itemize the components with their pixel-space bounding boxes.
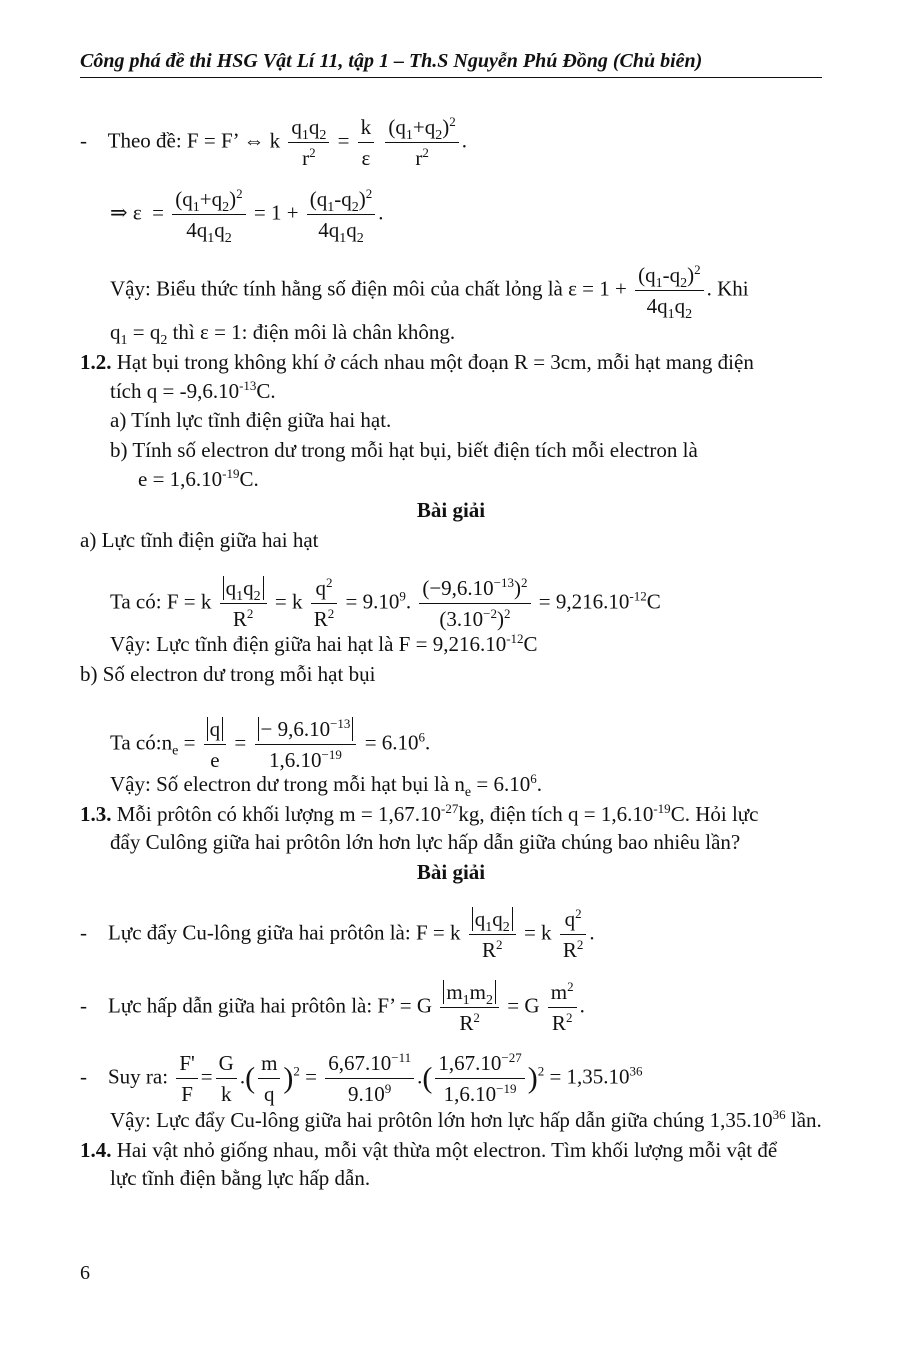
conclusion-ratio: Vậy: Lực đẩy Cu-lông giữa hai prôtôn lớn hơn lực hấp dẫn giữa chúng 1,35.10$^{36}$ lần. <box>110 1107 822 1132</box>
page-number: 6 <box>80 1262 90 1284</box>
conclusion-force: Vậy: Lực tĩnh điện giữa hai hạt là $F = 9,216.10^{-12}C$ <box>110 631 538 656</box>
question-b: b) Tính số electron dư trong mỗi hạt bụi, biết điện tích mỗi electron là <box>110 438 698 462</box>
running-header: Công phá đề thi HSG Vật Lí 11, tập 1 – Th.S Nguyễn Phú Đồng (Chủ biên) <box>80 50 822 78</box>
equation-epsilon: ⇒ ε = $\frac{(q_1+q_2)^2}{4q_1q_2}$ = 1 + $\frac{(q_1-q_2)^2}{4q_1q_2}$ . <box>110 186 384 247</box>
conclusion-epsilon: Vậy: Biểu thức tính hằng số điện môi của chất lỏng là ε = 1 + $\frac{(q_1-q_2)^2}{4q_1q_2}$ . Khi <box>110 262 749 323</box>
equation-ratio: - Suy ra: $\frac{F'}{F}$ = $\frac{G}{k}$ .( $\frac{m}{q}$ )$^2$ = $\frac{6,67.10^{-11}}{9.10^9}$ .( $\frac{1,67.10^{-27}}{1,6.10^{-19}}$ )$^2 = 1,35.10^{36}$ <box>80 1050 643 1106</box>
question-b-cont: $e = 1,6.10^{-19}C$. <box>138 466 259 491</box>
problem-1-4-line1: 1.4. Hai vật nhỏ giống nhau, mỗi vật thừa một electron. Tìm khối lượng mỗi vật để <box>80 1138 778 1162</box>
problem-1-2-line2: tích $q = -9,6.10^{-13}C$. <box>110 378 276 403</box>
equation-coulomb-dust: Ta có: F = k $\frac{q_1q_2}{R^2}$ = k $\frac{q^2}{R^2}$ = $9.10^9$. $\frac{(-9,6.10^{-13})^2}{(3.10^{-2})^2}$ = $9,216.10^{-12}C$ <box>110 575 661 631</box>
equation-coulomb-proton: - Lực đẩy Cu-lông giữa hai prôtôn là: F = k $\frac{q_1q_2}{R^2}$ = k $\frac{q^2}{R^2}$ . <box>80 906 595 962</box>
solution-title-2: Bài giải <box>416 860 486 884</box>
equation-electron-count: Ta $có:n_e$ = $\frac{q}{e}$ = $\frac{- 9,6.10^{-13}}{1,6.10^{-19}}$ = $6.10^6$. <box>110 716 431 772</box>
problem-1-3-line2: đẩy Culông giữa hai prôtôn lớn hơn lực hấp dẫn giữa chúng bao nhiêu lần? <box>110 830 741 854</box>
equation-gravity-proton: - Lực hấp dẫn giữa hai prôtôn là: F’ = G $\frac{m_1m_2}{R^2}$ = G $\frac{m^2}{R^2}$ . <box>80 979 585 1035</box>
problem-1-4-line2: lực tĩnh điện bằng lực hấp dẫn. <box>110 1166 371 1190</box>
conclusion-electron: Vậy: Số electron dư trong mỗi hạt bụi là $n_e = 6.10^6$. <box>110 771 542 801</box>
part-a-heading: a) Lực tĩnh điện giữa hai hạt <box>80 528 319 552</box>
part-b-heading: b) Số electron dư trong mỗi hạt bụi <box>80 662 376 686</box>
problem-1-2-line1: 1.2. Hạt bụi trong không khí ở cách nhau một đoạn R = 3cm, mỗi hạt mang điện <box>80 350 754 374</box>
equation-theo-de: - Theo đề: F = F’ ⇔ k $\frac{q_1q_2}{r^2}$ = $\frac{k}{\varepsilon}$ $\frac{(q_1+q_2)^2}{r^2}$ . <box>80 114 468 170</box>
solution-title-1: Bài giải <box>416 498 486 522</box>
problem-1-3-line1: 1.3. Mỗi prôtôn có khối lượng $m = 1,67.10^{-27}kg$, điện tích $q = 1,6.10^{-19}C$. Hỏi lực <box>80 801 759 826</box>
question-a: a) Tính lực tĩnh điện giữa hai hạt. <box>110 408 392 432</box>
conclusion-epsilon-cont: $q_1 = q_2$ thì ε = 1: điện môi là chân không. <box>110 320 456 349</box>
